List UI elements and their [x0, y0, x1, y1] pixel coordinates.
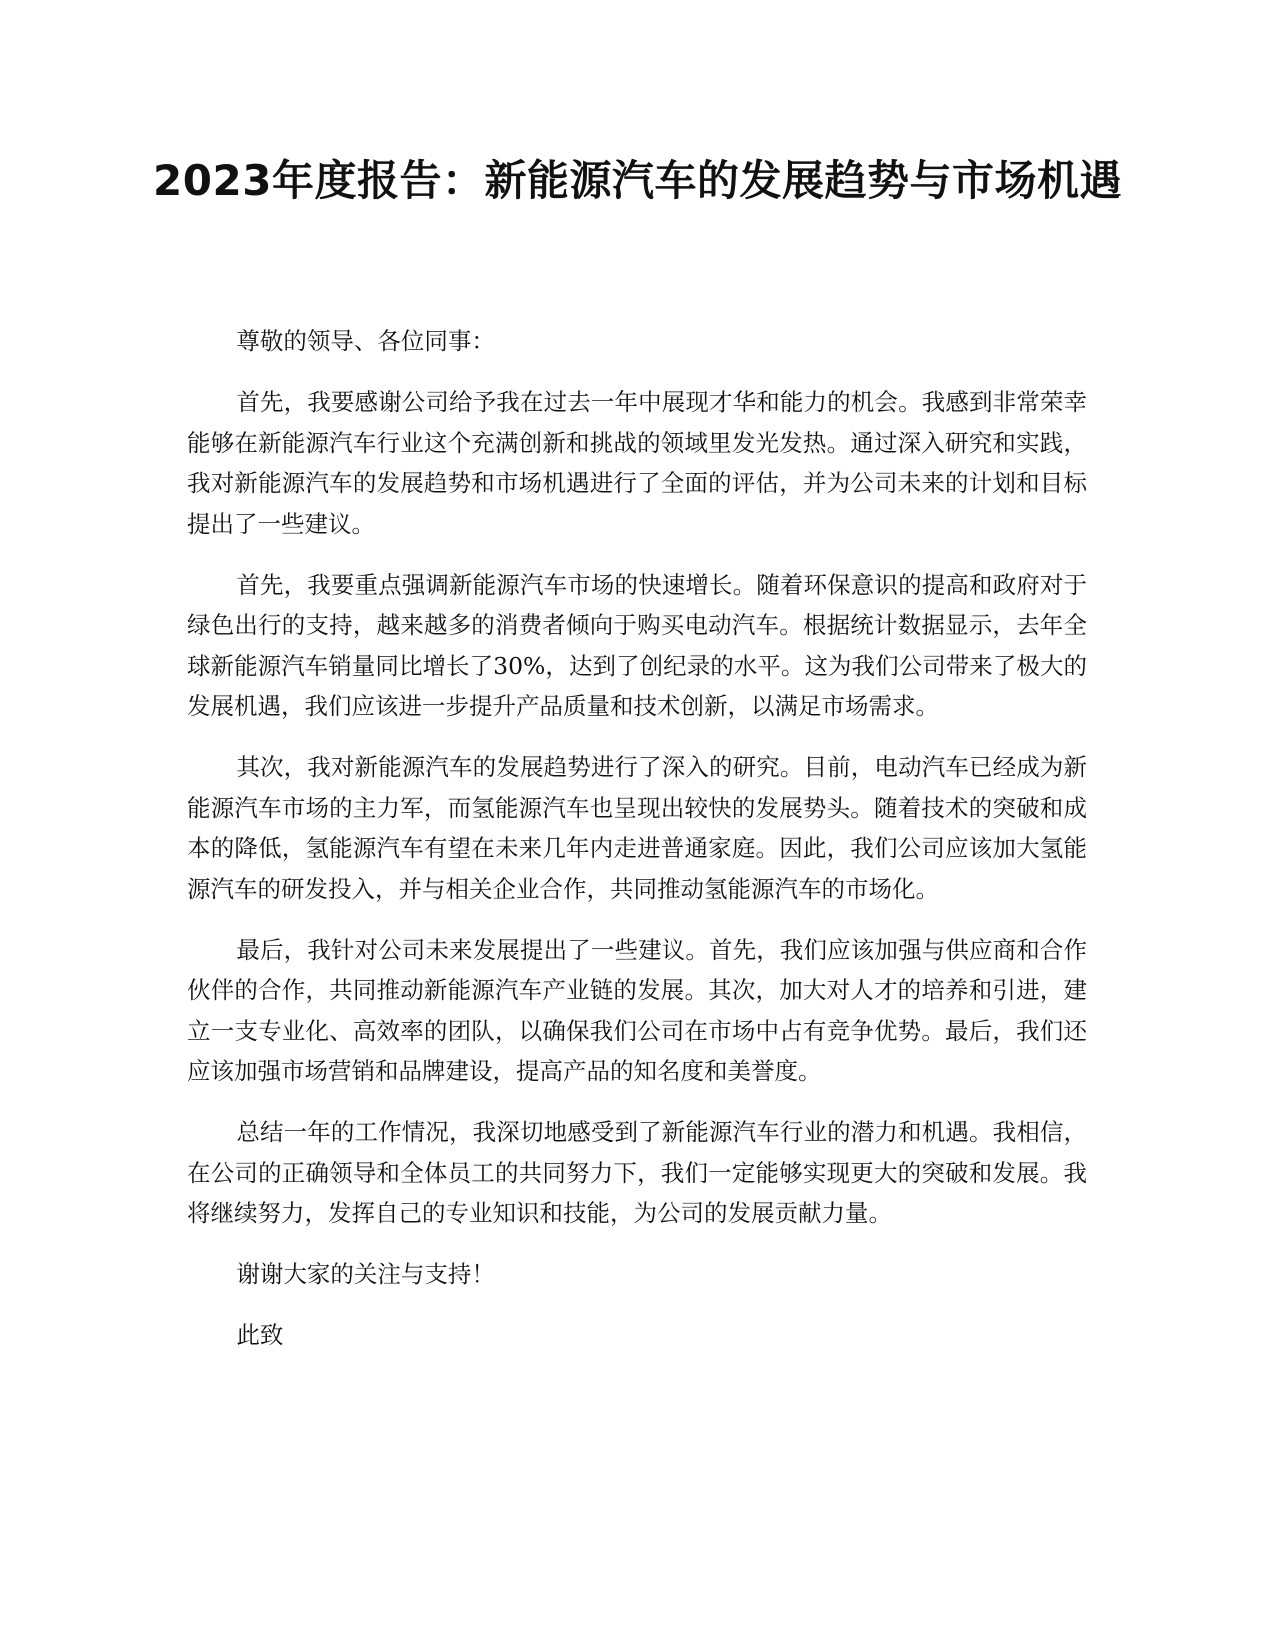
document-title: 2023年度报告：新能源汽车的发展趋势与市场机遇	[153, 156, 1122, 205]
thanks-line: 谢谢大家的关注与支持！	[236, 1260, 495, 1288]
paragraph-market-growth: 首先，我要重点强调新能源汽车市场的快速增长。随着环保意识的提高和政府对于绿色出行的支持，越来越多的消费者倾向于购买电动汽车。根据统计数据显示，去年全球新能源汽车销量同比增长了30%，达到了创纪录的水平。这为我们公司带来了极大的发展机遇，我们应该进一步提升产品质量和技术创新，以满足市场需求。	[187, 570, 1087, 720]
paragraph-gratitude: 首先，我要感谢公司给予我在过去一年中展现才华和能力的机会。我感到非常荣幸能够在新能源汽车行业这个充满创新和挑战的领域里发光发热。通过深入研究和实践，我对新能源汽车的发展趋势和市场机遇进行了全面的评估，并为公司未来的计划和目标提出了一些建议。	[187, 388, 1087, 538]
paragraph-summary: 总结一年的工作情况，我深切地感受到了新能源汽车行业的潜力和机遇。我相信，在公司的正确领导和全体员工的共同努力下，我们一定能够实现更大的突破和发展。我将继续努力，发挥自己的专业知识和技能，为公司的发展贡献力量。	[187, 1118, 1087, 1227]
salutation: 尊敬的领导、各位同事：	[236, 327, 495, 355]
document-body	[187, 321, 1087, 1376]
paragraph-development-trends: 其次，我对新能源汽车的发展趋势进行了深入的研究。目前，电动汽车已经成为新能源汽车市场的主力军，而氢能源汽车也呈现出较快的发展势头。随着技术的突破和成本的降低，氢能源汽车有望在未来几年内走进普通家庭。因此，我们公司应该加大氢能源汽车的研发投入，并与相关企业合作，共同推动氢能源汽车的市场化。	[187, 753, 1087, 903]
closing-line: 此致	[236, 1321, 284, 1349]
paragraph-suggestions: 最后，我针对公司未来发展提出了一些建议。首先，我们应该加强与供应商和合作伙伴的合作，共同推动新能源汽车产业链的发展。其次，加大对人才的培养和引进，建立一支专业化、高效率的团队，以确保我们公司在市场中占有竞争优势。最后，我们还应该加强市场营销和品牌建设，提高产品的知名度和美誉度。	[187, 935, 1087, 1085]
